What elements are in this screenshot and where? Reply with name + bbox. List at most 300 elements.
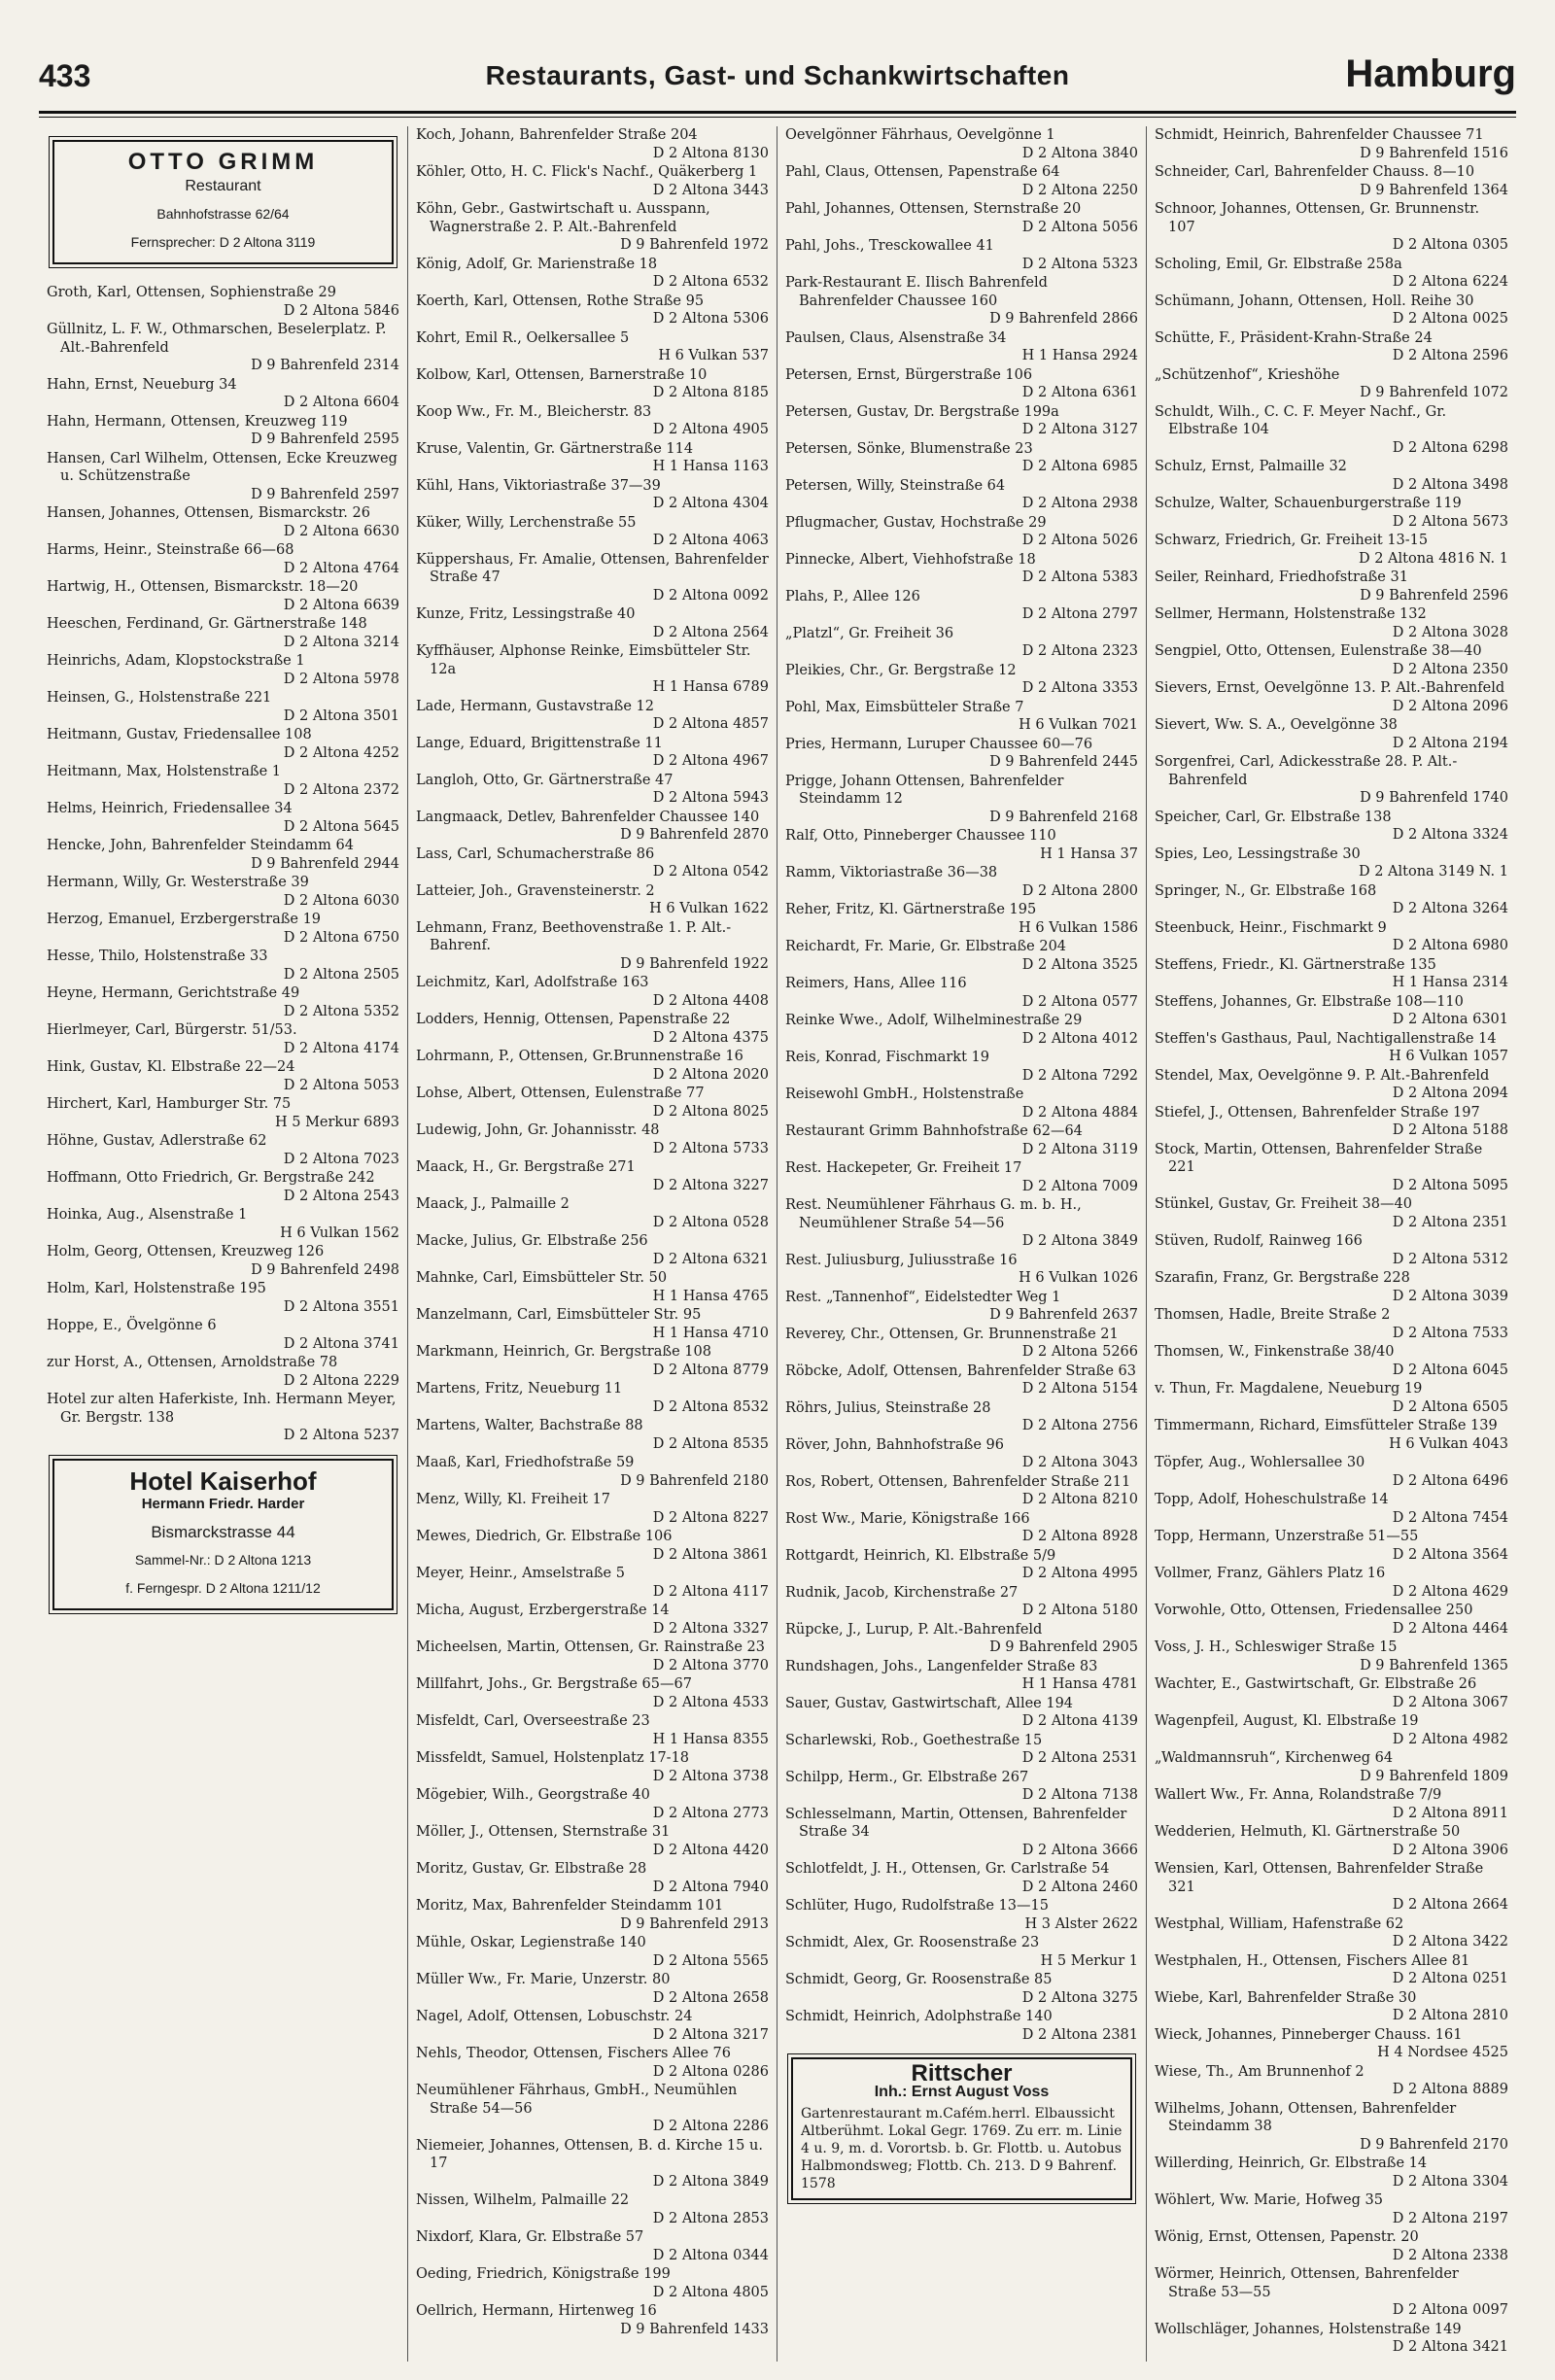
entry-phone: H 1 Hansa 2924 [1021, 348, 1138, 363]
entry-phone: D 2 Altona 4375 [652, 1029, 769, 1046]
ad-address: Bismarckstrasse 44 [151, 1522, 295, 1541]
entry-phone: D 2 Altona 3501 [283, 707, 399, 724]
directory-entry [416, 1749, 769, 1785]
entry-name-address: Rost Ww., Marie, Königstraße 166 [785, 1510, 1030, 1527]
entry-name-address: Schmidt, Heinrich, Adolphstraße 140 [785, 2009, 1053, 2024]
directory-entry [416, 2191, 769, 2227]
entry-phone: D 2 Altona 6496 [1392, 1472, 1508, 1489]
entry-phone: D 2 Altona 4420 [652, 1842, 769, 1858]
entry-phone: D 2 Altona 3119 [1021, 1141, 1138, 1157]
entry-phone: D 2 Altona 4967 [652, 753, 769, 769]
directory-entry [416, 366, 769, 402]
directory-entry [416, 293, 769, 328]
directory-entry [416, 1786, 769, 1822]
entry-name-address: Speicher, Carl, Gr. Elbstraße 138 [1155, 809, 1392, 825]
entry-phone: D 2 Altona 8227 [652, 1509, 769, 1526]
entry-name-address: Lass, Carl, Schumacherstraße 86 [416, 845, 655, 862]
entry-phone: D 2 Altona 3324 [1392, 827, 1508, 843]
entry-list [416, 126, 769, 2338]
directory-entry [416, 845, 769, 881]
entry-name-address: Maack, H., Gr. Bergstraße 271 [416, 1159, 636, 1175]
directory-entry [1155, 1380, 1508, 1416]
directory-entry [785, 274, 1138, 328]
entry-phone: D 2 Altona 2020 [652, 1066, 769, 1083]
entry-phone: D 2 Altona 2756 [1021, 1418, 1138, 1433]
entry-name-address: Reis, Konrad, Fischmarkt 19 [785, 1050, 989, 1065]
entry-name-address: Rudnik, Jacob, Kirchenstraße 27 [785, 1584, 1019, 1601]
header-rule-thick [39, 111, 1516, 114]
entry-phone: D 2 Altona 8911 [1392, 1805, 1508, 1821]
entry-name-address: Steffens, Johannes, Gr. Elbstraße 108—110 [1155, 993, 1464, 1010]
entry-name-address: Pahl, Johs., Tresckowallee 41 [785, 238, 994, 254]
entry-name-address: Wönig, Ernst, Ottensen, Papenstr. 20 [1155, 2229, 1419, 2245]
entry-phone: D 9 Bahrenfeld 1922 [620, 955, 769, 972]
directory-entry [416, 974, 769, 1010]
entry-name-address: Rest. „Tannenhof“, Eidelstedter Weg 1 [785, 1289, 1061, 1305]
entry-name-address: Wedderien, Helmuth, Kl. Gärtnerstraße 50 [1155, 1824, 1461, 1840]
directory-entry [1155, 1141, 1508, 1195]
entry-phone: D 2 Altona 6045 [1392, 1362, 1508, 1378]
entry-name-address: Langloh, Otto, Gr. Gärtnerstraße 47 [416, 772, 674, 788]
entry-phone: D 2 Altona 3666 [1021, 1842, 1138, 1858]
directory-entry [785, 1897, 1138, 1933]
entry-name-address: Heyne, Hermann, Gerichtstraße 49 [47, 985, 300, 1001]
directory-entry [1155, 495, 1508, 531]
entry-phone: D 2 Altona 3264 [1392, 901, 1508, 916]
directory-entry [785, 736, 1138, 772]
entry-name-address: Markmann, Heinrich, Gr. Bergstraße 108 [416, 1344, 711, 1360]
directory-entry [785, 126, 1138, 162]
page-number: 433 [39, 58, 91, 93]
entry-name-address: Schlotfeldt, J. H., Ottensen, Gr. Carlstraße 54 [785, 1861, 1110, 1877]
entry-name-address: Kohrt, Emil R., Oelkersallee 5 [416, 329, 630, 346]
directory-entry [1155, 919, 1508, 955]
directory-entry [416, 1712, 769, 1748]
entry-name-address: Schlüter, Hugo, Rudolfstraße 13—15 [785, 1898, 1049, 1914]
directory-entry [416, 2045, 769, 2081]
directory-entry [416, 919, 769, 974]
entry-name-address: Kühl, Hans, Viktoriastraße 37—39 [416, 477, 661, 494]
directory-entry [416, 605, 769, 641]
entry-name-address: Möller, J., Ottensen, Sternstraße 31 [416, 1824, 671, 1840]
directory-entry [416, 1602, 769, 1638]
directory-entry [785, 551, 1138, 587]
entry-phone: H 1 Hansa 2314 [1392, 975, 1508, 990]
directory-entry [785, 1252, 1138, 1288]
directory-entry [1155, 1232, 1508, 1268]
entry-name-address: Reher, Fritz, Kl. Gärtnerstraße 195 [785, 902, 1037, 917]
entry-name-address: Oeding, Friedrich, Königstraße 199 [416, 2266, 671, 2282]
entry-name-address: Schneider, Carl, Bahrenfelder Chauss. 8—10 [1155, 164, 1475, 180]
entry-phone: D 2 Altona 2351 [1392, 1214, 1508, 1230]
entry-name-address: König, Adolf, Gr. Marienstraße 18 [416, 256, 658, 272]
directory-entry [1155, 163, 1508, 199]
entry-phone: D 2 Altona 2564 [652, 624, 769, 640]
entry-phone: D 2 Altona 5266 [1021, 1344, 1138, 1360]
entry-name-address: Stünkel, Gustav, Gr. Freiheit 38—40 [1155, 1196, 1412, 1212]
entry-name-address: Pahl, Johannes, Ottensen, Sternstraße 20 [785, 201, 1082, 217]
directory-entry [416, 1528, 769, 1564]
entry-phone: D 2 Altona 6639 [283, 597, 399, 613]
directory-entry [416, 1195, 769, 1231]
entry-phone: D 2 Altona 7454 [1392, 1509, 1508, 1526]
directory-entry [1155, 200, 1508, 255]
directory-entry [1155, 2100, 1508, 2155]
directory-entry [1155, 753, 1508, 808]
directory-entry [1155, 1343, 1508, 1379]
directory-entry [47, 504, 399, 540]
directory-entry [416, 1638, 769, 1674]
entry-phone: D 2 Altona 4629 [1392, 1583, 1508, 1600]
entry-phone: D 2 Altona 0528 [652, 1214, 769, 1230]
entry-phone: D 2 Altona 6604 [283, 395, 399, 410]
entry-phone: D 2 Altona 6505 [1392, 1398, 1508, 1415]
entry-name-address: Petersen, Sönke, Blumenstraße 23 [785, 440, 1033, 457]
directory-entry [785, 1547, 1138, 1583]
entry-phone: D 2 Altona 7009 [1021, 1178, 1138, 1194]
directory-entry [416, 2265, 769, 2301]
entry-name-address: Hahn, Hermann, Ottensen, Kreuzweg 119 [47, 413, 348, 430]
directory-entry [1155, 1195, 1508, 1231]
directory-entry [785, 588, 1138, 624]
header-rule-thin [39, 117, 1516, 118]
entry-name-address: Lohse, Albert, Ottensen, Eulenstraße 77 [416, 1086, 705, 1101]
directory-entry [785, 329, 1138, 365]
entry-phone: D 2 Altona 4464 [1392, 1620, 1508, 1637]
entry-phone: D 2 Altona 6361 [1021, 385, 1138, 400]
entry-name-address: Hartwig, H., Ottensen, Bismarckstr. 18—20 [47, 579, 359, 595]
entry-phone: H 1 Hansa 4710 [652, 1325, 769, 1341]
entry-name-address: Hansen, Carl Wilhelm, Ottensen, Ecke Kreuzweg u. Schützenstraße [47, 450, 397, 484]
entry-phone: D 2 Altona 6301 [1392, 1012, 1508, 1027]
entry-phone: D 2 Altona 0251 [1392, 1971, 1508, 1986]
directory-entry [785, 440, 1138, 476]
entry-name-address: Moritz, Max, Bahrenfelder Steindamm 101 [416, 1898, 724, 1914]
directory-entry [1155, 1602, 1508, 1638]
directory-entry [47, 726, 399, 762]
entry-phone: D 2 Altona 5673 [1392, 513, 1508, 530]
entry-phone: D 2 Altona 2197 [1392, 2210, 1508, 2226]
entry-name-address: Holm, Georg, Ottensen, Kreuzweg 126 [47, 1244, 325, 1259]
ad-phone: Fernsprecher: D 2 Altona 3119 [130, 233, 316, 250]
ad-owner: Hermann Friedr. Harder [141, 1496, 305, 1512]
directory-entry [785, 1122, 1138, 1158]
directory-entry [1155, 458, 1508, 494]
entry-phone: D 2 Altona 2938 [1021, 496, 1138, 511]
entry-phone: H 1 Hansa 37 [1040, 845, 1138, 862]
entry-name-address: Sievers, Ernst, Oevelgönne 13. P. Alt.-Bahrenfeld [1155, 680, 1505, 696]
directory-entry [1155, 956, 1508, 992]
entry-name-address: Westphal, William, Hafenstraße 62 [1155, 1915, 1404, 1932]
entry-name-address: Lehmann, Franz, Beethovenstraße 1. P. Alt.-Bahrenf. [416, 919, 732, 953]
entry-phone: D 2 Altona 3738 [652, 1768, 769, 1784]
entry-phone: D 9 Bahrenfeld 2498 [251, 1261, 399, 1278]
entry-phone: D 9 Bahrenfeld 2596 [1360, 587, 1508, 604]
entry-name-address: Schilpp, Herm., Gr. Elbstraße 267 [785, 1769, 1029, 1785]
entry-phone: D 2 Altona 2096 [1392, 698, 1508, 714]
directory-entry [47, 1391, 399, 1445]
entry-phone: D 2 Altona 2372 [283, 781, 399, 798]
directory-entry [785, 827, 1138, 863]
directory-entry [1155, 2321, 1508, 2357]
entry-phone: D 2 Altona 4884 [1021, 1104, 1138, 1121]
entry-name-address: Moritz, Gustav, Gr. Elbstraße 28 [416, 1861, 647, 1877]
directory-entry [47, 1354, 399, 1390]
entry-phone: D 2 Altona 5026 [1021, 533, 1138, 548]
directory-entry [1155, 2026, 1508, 2062]
entry-phone: D 9 Bahrenfeld 2314 [251, 358, 399, 373]
entry-name-address: Kruse, Valentin, Gr. Gärtnerstraße 114 [416, 440, 694, 457]
entry-phone: D 2 Altona 2323 [1021, 643, 1138, 659]
entry-name-address: Lodders, Hennig, Ottensen, Papenstraße 22 [416, 1012, 731, 1027]
directory-entry [416, 1860, 769, 1896]
entry-list [47, 284, 399, 1445]
entry-phone: D 2 Altona 4117 [652, 1583, 769, 1600]
ad-rittscher [791, 2057, 1132, 2200]
directory-entry [47, 1280, 399, 1316]
directory-entry [1155, 569, 1508, 604]
directory-entry [1155, 1675, 1508, 1711]
entry-phone: H 6 Vulkan 1562 [280, 1224, 399, 1241]
entry-name-address: Martens, Fritz, Neueburg 11 [416, 1381, 623, 1397]
entry-name-address: „Schützenhof“, Krieshöhe [1155, 366, 1340, 383]
directory-entry [416, 1380, 769, 1416]
directory-entry [416, 1011, 769, 1047]
entry-phone: H 1 Hansa 4781 [1021, 1676, 1138, 1692]
entry-phone: H 1 Hansa 4765 [652, 1288, 769, 1304]
entry-phone: D 2 Altona 4805 [652, 2284, 769, 2300]
entry-name-address: Westphalen, H., Ottensen, Fischers Allee 81 [1155, 1952, 1470, 1969]
entry-phone: D 9 Bahrenfeld 1809 [1360, 1768, 1508, 1784]
entry-name-address: Seiler, Reinhard, Friedhofstraße 31 [1155, 569, 1408, 585]
entry-phone: D 2 Altona 3304 [1392, 2173, 1508, 2190]
entry-name-address: Sorgenfrei, Carl, Adickesstraße 28. P. Alt.-Bahrenfeld [1155, 754, 1458, 788]
directory-entry [1155, 256, 1508, 292]
entry-phone: H 6 Vulkan 1057 [1389, 1049, 1508, 1064]
entry-name-address: Vollmer, Franz, Gählers Platz 16 [1155, 1566, 1386, 1581]
directory-entry [785, 1012, 1138, 1048]
directory-entry [785, 1934, 1138, 1970]
ad-phone-2: f. Ferngespr. D 2 Altona 1211/12 [125, 1579, 321, 1596]
entry-name-address: Wollschläger, Johannes, Holstenstraße 149 [1155, 2321, 1462, 2337]
entry-name-address: Heitmann, Max, Holstenstraße 1 [47, 764, 282, 779]
entry-name-address: Wiebe, Karl, Bahrenfelder Straße 30 [1155, 1989, 1417, 2006]
entry-phone: D 2 Altona 3551 [283, 1298, 399, 1315]
entry-phone: D 2 Altona 2094 [1392, 1086, 1508, 1101]
entry-name-address: Röbcke, Adolf, Ottensen, Bahrenfelder Straße 63 [785, 1362, 1137, 1379]
directory-entry [416, 477, 769, 513]
directory-entry [785, 1769, 1138, 1805]
directory-entry [1155, 993, 1508, 1029]
directory-entry [1155, 1306, 1508, 1342]
directory-entry [1155, 403, 1508, 458]
directory-entry [785, 2008, 1138, 2044]
directory-entry [785, 1621, 1138, 1657]
entry-phone: D 2 Altona 3861 [652, 1546, 769, 1563]
entry-name-address: Micha, August, Erzbergerstraße 14 [416, 1603, 670, 1618]
directory-entry [416, 256, 769, 292]
entry-name-address: Rest. Neumühlener Fährhaus G. m. b. H., Neumühlener Straße 54—56 [785, 1197, 1082, 1231]
directory-entry [416, 329, 769, 365]
directory-entry [1155, 532, 1508, 568]
directory-entry [1155, 1749, 1508, 1785]
entry-phone: D 9 Bahrenfeld 2170 [1360, 2136, 1508, 2153]
directory-entry [785, 366, 1138, 402]
entry-name-address: Menz, Willy, Kl. Freiheit 17 [416, 1492, 611, 1507]
entry-phone: D 2 Altona 2350 [1392, 661, 1508, 677]
entry-phone: D 2 Altona 5352 [283, 1003, 399, 1019]
entry-name-address: Neumühlener Fährhaus, GmbH., Neumühlen Straße 54—56 [416, 2083, 738, 2117]
directory-entry [785, 1436, 1138, 1472]
directory-entry [1155, 1786, 1508, 1822]
directory-entry [785, 1473, 1138, 1509]
entry-name-address: Hoppe, E., Övelgönne 6 [47, 1318, 217, 1333]
entry-name-address: Pries, Hermann, Luruper Chaussee 60—76 [785, 736, 1093, 752]
entry-phone: D 9 Bahrenfeld 1516 [1360, 145, 1508, 161]
entry-phone: D 2 Altona 2773 [652, 1805, 769, 1821]
entry-phone: D 2 Altona 5978 [283, 671, 399, 687]
ad-owner: Inh.: Ernst August Voss [874, 2083, 1050, 2100]
entry-name-address: Vorwohle, Otto, Ottensen, Friedensallee 250 [1155, 1603, 1473, 1618]
directory-entry [785, 662, 1138, 698]
directory-entry [1155, 882, 1508, 918]
entry-name-address: Helms, Heinrich, Friedensallee 34 [47, 801, 293, 816]
entry-phone: D 2 Altona 2531 [1021, 1750, 1138, 1766]
entry-name-address: Paulsen, Claus, Alsenstraße 34 [785, 329, 1007, 346]
ad-phone: Sammel-Nr.: D 2 Altona 1213 [134, 1552, 312, 1568]
entry-name-address: Töpfer, Aug., Wohlersallee 30 [1155, 1455, 1365, 1470]
entry-name-address: Steenbuck, Heinr., Fischmarkt 9 [1155, 919, 1387, 936]
entry-name-address: Wachter, E., Gastwirtschaft, Gr. Elbstraße 26 [1155, 1676, 1477, 1692]
entry-name-address: Nissen, Wilhelm, Palmaille 22 [416, 2192, 630, 2208]
entry-phone: D 2 Altona 6630 [283, 523, 399, 539]
entry-name-address: Harms, Heinr., Steinstraße 66—68 [47, 542, 294, 558]
entry-phone: D 2 Altona 6298 [1392, 439, 1508, 456]
entry-name-address: Leichmitz, Karl, Adolfstraße 163 [416, 975, 649, 990]
entry-phone: D 2 Altona 7138 [1021, 1787, 1138, 1803]
directory-entry [416, 514, 769, 550]
entry-name-address: Topp, Adolf, Hoheschulstraße 14 [1155, 1492, 1389, 1507]
entry-name-address: Rest. Juliusburg, Juliusstraße 16 [785, 1252, 1018, 1268]
entry-phone: D 2 Altona 4174 [283, 1040, 399, 1056]
entry-name-address: „Platzl“, Gr. Freiheit 36 [785, 625, 954, 641]
directory-entry [1155, 679, 1508, 715]
entry-phone: D 2 Altona 3564 [1392, 1546, 1508, 1563]
entry-phone: D 2 Altona 4063 [652, 533, 769, 548]
entry-name-address: Schmidt, Alex, Gr. Roosenstraße 23 [785, 1935, 1040, 1950]
entry-phone: D 2 Altona 8185 [652, 385, 769, 400]
entry-phone: D 2 Altona 5188 [1392, 1122, 1508, 1138]
entry-name-address: Schlesselmann, Martin, Ottensen, Bahrenfelder Straße 34 [785, 1806, 1127, 1840]
directory-entry [416, 882, 769, 918]
entry-name-address: Missfeldt, Samuel, Holstenplatz 17-18 [416, 1750, 690, 1766]
entry-phone: D 2 Altona 5943 [652, 790, 769, 806]
entry-name-address: Schütte, F., Präsident-Krahn-Straße 24 [1155, 329, 1433, 346]
entry-name-address: Heeschen, Ferdinand, Gr. Gärtnerstraße 148 [47, 616, 367, 632]
entry-phone: D 2 Altona 2229 [283, 1372, 399, 1389]
entry-phone: D 9 Bahrenfeld 2637 [989, 1307, 1138, 1323]
entry-phone: D 2 Altona 4304 [652, 496, 769, 511]
entry-phone: D 2 Altona 3275 [1021, 1989, 1138, 2006]
entry-phone: D 2 Altona 2338 [1392, 2247, 1508, 2263]
directory-entry [785, 514, 1138, 550]
directory-entry [1155, 809, 1508, 845]
entry-name-address: Meyer, Heinr., Amselstraße 5 [416, 1566, 625, 1581]
entry-name-address: Sellmer, Hermann, Holstenstraße 132 [1155, 606, 1427, 622]
entry-phone: D 2 Altona 5154 [1021, 1381, 1138, 1397]
entry-phone: D 2 Altona 8025 [652, 1103, 769, 1120]
directory-entry [416, 163, 769, 199]
entry-phone: D 2 Altona 8535 [652, 1435, 769, 1452]
directory-entry [416, 1085, 769, 1121]
page-title: Restaurants, Gast- und Schankwirtschaften [485, 60, 1070, 90]
entry-name-address: Hoinka, Aug., Alsenstraße 1 [47, 1207, 248, 1223]
entry-phone: H 3 Alster 2622 [1024, 1915, 1138, 1932]
directory-entry [785, 773, 1138, 827]
directory-entry [1155, 1638, 1508, 1674]
directory-entry [1155, 1269, 1508, 1305]
directory-entry [1155, 1528, 1508, 1564]
directory-entry [785, 938, 1138, 974]
entry-phone: D 2 Altona 3422 [1392, 1934, 1508, 1949]
directory-entry [416, 1306, 769, 1342]
entry-phone: D 9 Bahrenfeld 2944 [251, 855, 399, 872]
directory-entry [47, 1169, 399, 1205]
entry-name-address: Wiese, Th., Am Brunnenhof 2 [1155, 2063, 1365, 2080]
entry-phone: D 9 Bahrenfeld 1972 [620, 237, 769, 253]
entry-name-address: Schulz, Ernst, Palmaille 32 [1155, 459, 1347, 474]
entry-name-address: Kyffhäuser, Alphonse Reinke, Eimsbütteler Str. 12a [416, 643, 751, 677]
entry-phone: D 2 Altona 2381 [1021, 2026, 1138, 2043]
entry-phone: D 2 Altona 5306 [652, 311, 769, 327]
entry-name-address: Hoffmann, Otto Friedrich, Gr. Bergstraße 242 [47, 1170, 375, 1186]
directory-entry [1155, 293, 1508, 328]
directory-entry [47, 800, 399, 836]
directory-entry [47, 948, 399, 983]
directory-entry [1155, 845, 1508, 881]
entry-name-address: Petersen, Willy, Steinstraße 64 [785, 477, 1006, 494]
entry-phone: D 2 Altona 4857 [652, 716, 769, 732]
directory-entry [1155, 1823, 1508, 1859]
entry-phone: D 2 Altona 0286 [652, 2063, 769, 2080]
entry-name-address: Stendel, Max, Oevelgönne 9. P. Alt.-Bahrenfeld [1155, 1067, 1490, 1084]
entry-phone: D 2 Altona 2543 [283, 1188, 399, 1204]
directory-entry [785, 200, 1138, 236]
directory-entry [785, 1971, 1138, 2007]
directory-entry [416, 1343, 769, 1379]
entry-phone: D 2 Altona 3043 [1021, 1455, 1138, 1470]
directory-entry [785, 901, 1138, 937]
column-1 [39, 126, 408, 2362]
directory-entry [416, 698, 769, 734]
entry-name-address: Stiefel, J., Ottensen, Bahrenfelder Straße 197 [1155, 1104, 1480, 1121]
directory-entry [785, 403, 1138, 439]
entry-name-address: Wallert Ww., Fr. Anna, Rolandstraße 7/9 [1155, 1787, 1442, 1803]
entry-phone: D 2 Altona 2286 [652, 2119, 769, 2134]
directory-entry [785, 1806, 1138, 1860]
entry-phone: D 2 Altona 2505 [283, 966, 399, 983]
entry-name-address: Kunze, Fritz, Lessingstraße 40 [416, 606, 636, 622]
entry-phone: D 9 Bahrenfeld 2866 [989, 311, 1138, 327]
entry-name-address: Hotel zur alten Haferkiste, Inh. Hermann Meyer, Gr. Bergstr. 138 [47, 1392, 397, 1426]
entry-name-address: Heinsen, G., Holstenstraße 221 [47, 690, 272, 706]
entry-name-address: Steffens, Friedr., Kl. Gärtnerstraße 135 [1155, 956, 1436, 973]
entry-phone: D 2 Altona 3525 [1021, 956, 1138, 973]
entry-name-address: Langmaack, Detlev, Bahrenfelder Chaussee 140 [416, 809, 760, 825]
entry-phone: D 2 Altona 5180 [1021, 1603, 1138, 1618]
entry-phone: H 6 Vulkan 1586 [1019, 919, 1138, 936]
directory-entry [416, 1971, 769, 2007]
